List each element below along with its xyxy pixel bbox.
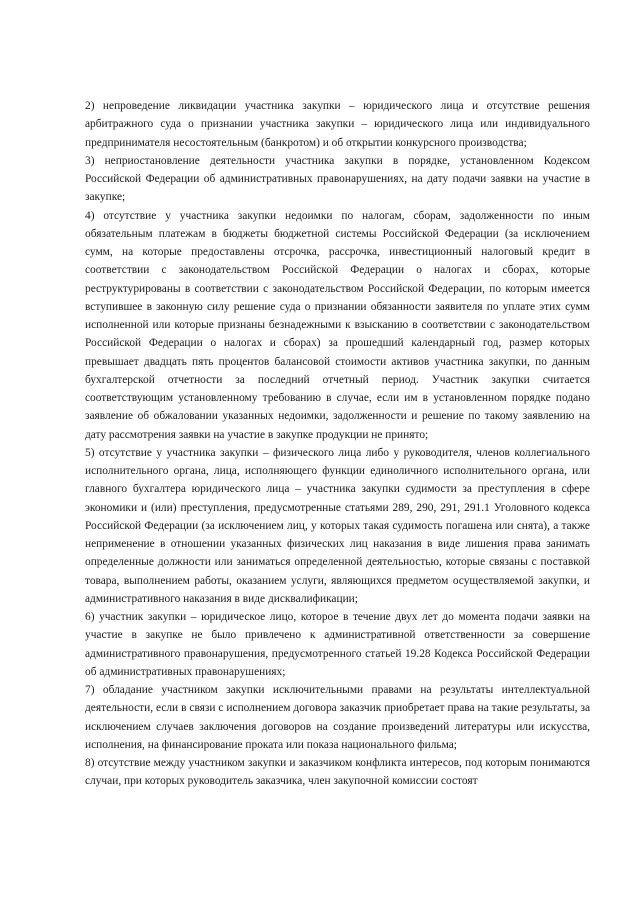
document-body xyxy=(85,97,590,791)
paragraph-item-8: 8) отсутствие между участником закупки и заказчиком конфликта интересов, под которым понимаются случаи, при которых руководитель заказчика, член закупочной комиссии состоят xyxy=(85,757,590,788)
paragraph-item-2: 2) непроведение ликвидации участника закупки – юридического лица и отсутствие решения арбитражного суда о признании участника закупки – юридического лица или индивидуального предпринимателя несостоятельным (банкротом) и об открытии конкурсного производства; xyxy=(85,100,590,149)
paragraph-item-5: 5) отсутствие у участника закупки – физического лица либо у руководителя, членов коллегиального исполнительного органа, лица, исполняющего функции единоличного исполнительного органа, или главного бухгалтера юридического лица – участника закупки судимости за преступления в сфере экономики и (или) преступления, предусмотренные статьями 289, 290, 291, 291.1 Уголовного кодекса Российской Федерации (за исключением лиц, у которых такая судимость погашена или снята), а также неприменение в отношении указанных физических лиц наказания в виде лишения права занимать определенные должности или заниматься определенной деятельностью, которые связаны с поставкой товара, выполнением работы, оказанием услуги, являющихся предметом осуществляемой закупки, и административного наказания в виде дисквалификации; xyxy=(85,446,590,605)
paragraph-item-6: 6) участник закупки – юридическое лицо, которое в течение двух лет до момента подачи заявки на участие в закупке не было привлечено к административной ответственности за совершение административного правонарушения, предусмотренного статьей 19.28 Кодекса Российской Федерации об административных правонарушениях; xyxy=(85,611,590,678)
paragraph-item-3: 3) неприостановление деятельности участника закупки в порядке, установленном Кодексом Российской Федерации об административных правонарушениях, на дату подачи заявки на участие в закупке; xyxy=(85,154,590,204)
paragraph-item-4: 4) отсутствие у участника закупки недоимки по налогам, сборам, задолженности по иным обязательным платежам в бюджеты бюджетной системы Российской Федерации (за исключением сумм, на которые предоставлены отсрочка, рассрочка, инвестиционный налоговый кредит в соответствии с законодательством Российской Федерации о налогах и сборах, которые реструктурированы в соответствии с законодательством Российской Федерации, по которым имеется вступившее в законную силу решение суда о признании обязанности заявителя по уплате этих сумм исполненной или которые признаны безнадежными к взысканию в соответствии с законодательством Российской Федерации о налогах и сборах) за прошедший календарный год, размер которых превышает двадцать пять процентов балансовой стоимости активов участника закупки, по данным бухгалтерской отчетности за последний отчетный период. Участник закупки считается соответствующим установленному требованию в случае, если им в установленном порядке подано заявление об обжаловании указанных недоимки, задолженности и решение по такому заявлению на дату рассмотрения заявки на участие в закупке продукции не принято; xyxy=(85,209,590,441)
paragraph-item-7: 7) обладание участником закупки исключительными правами на результаты интеллектуальной деятельности, если в связи с исполнением договора заказчик приобретает права на такие результаты, за исключением случаев заключения договоров на создание произведений литературы или искусства, исполнения, на финансирование проката или показа национального фильма; xyxy=(85,684,590,751)
